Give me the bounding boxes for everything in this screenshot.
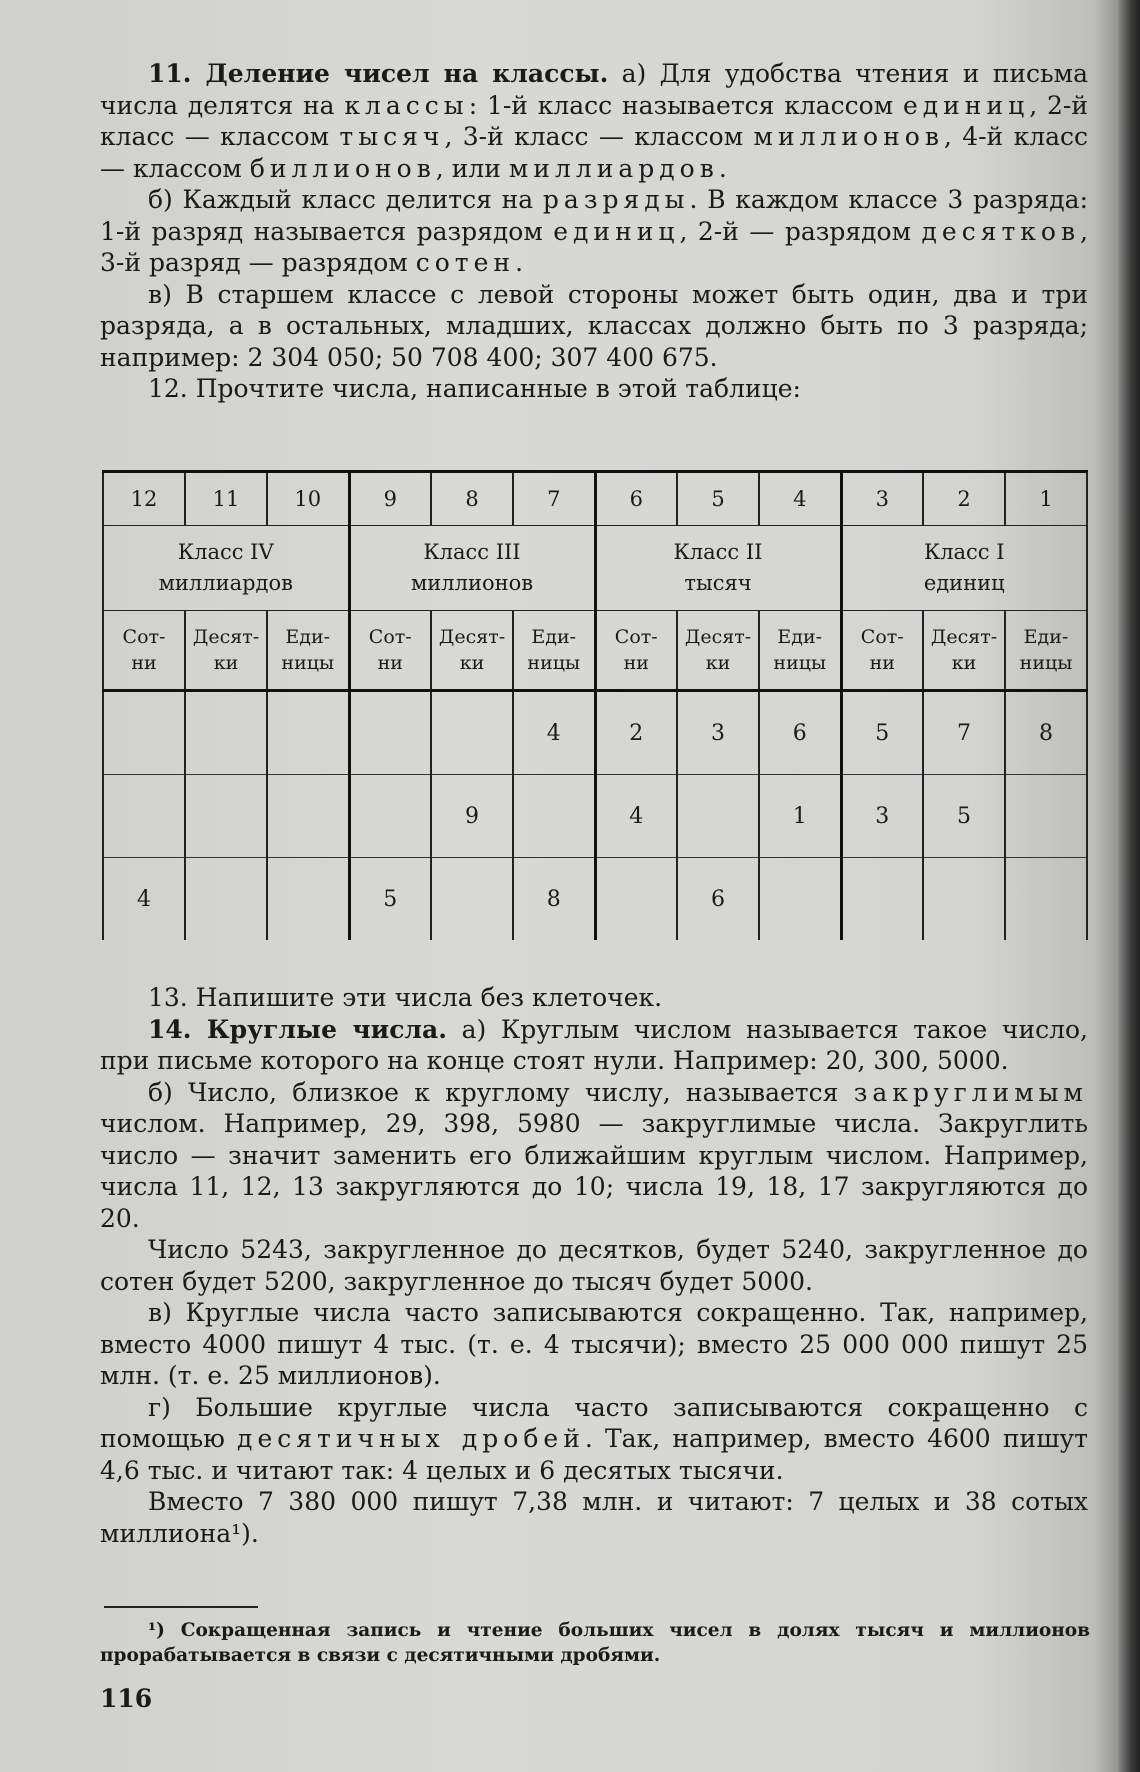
- digit-cell: 3: [841, 775, 923, 858]
- digit-cell: [103, 691, 185, 775]
- digit-cell: [267, 858, 349, 941]
- position-cell: 6: [595, 472, 677, 526]
- digit-cell: [595, 858, 677, 941]
- term-digits: разряды: [542, 185, 690, 214]
- position-row: [103, 472, 1087, 526]
- digit-cell: 4: [513, 691, 595, 775]
- digit-cell: [759, 858, 841, 941]
- section-14-g2: Вместо 7 380 000 пишут 7,38 млн. и читают: 7 целых и 38 сотых миллиона¹).: [100, 1487, 1088, 1548]
- term-millions: миллионов: [753, 122, 944, 151]
- section-14-g: г) Большие круглые числа часто записываются сокращенно с помощью десятичных дробей. Так, например, вместо 4600 пишут 4,6 тыс. и читают так: 4 целых и 6 десятых тысячи.: [100, 1392, 1089, 1485]
- category-hundreds: Сот- ни: [841, 611, 923, 691]
- category-units: Еди- ницы: [759, 611, 841, 691]
- section-11: [100, 58, 1088, 405]
- digit-cell: [923, 858, 1005, 941]
- position-cell: 10: [267, 472, 349, 526]
- category-tens: Десят- ки: [431, 611, 513, 691]
- section-14-b: б) Число, близкое к круглому числу, называется закруглимым числом. Например, 29, 398, 5980 — закруглимые числа. Закруглить число — значит заменить его ближайшим круглым числом. Например, числа 11, 12, 13 закругляются до 10; числа 19, 18, 17 закругляются до 20.: [100, 1077, 1088, 1233]
- digit-cell: [841, 858, 923, 941]
- digit-cell: 5: [841, 691, 923, 775]
- class-row: [103, 526, 1087, 611]
- digit-cell: 3: [677, 691, 759, 775]
- page-number: 116: [100, 1684, 153, 1713]
- digit-cell: [267, 691, 349, 775]
- position-cell: 1: [1005, 472, 1087, 526]
- footnote: ¹) Сокращенная запись и чтение больших чисел в долях тысяч и миллионов прорабатывается в связи с десятичными дробями.: [100, 1620, 1090, 1666]
- digit-cell: 8: [513, 858, 595, 941]
- term-classes: классы: [344, 90, 469, 120]
- term-tens: десятков: [921, 216, 1081, 246]
- digit-cell: [677, 775, 759, 858]
- digit-cell: 4: [595, 775, 677, 858]
- position-cell: 12: [103, 472, 185, 526]
- position-cell: 3: [841, 472, 923, 526]
- category-tens: Десят- ки: [185, 611, 267, 691]
- digit-cell: [185, 775, 267, 858]
- digit-cell: [103, 775, 185, 858]
- section-13: 13. Напишите эти числа без клеточек.: [148, 983, 663, 1012]
- section-14-v: в) Круглые числа часто записываются сокращенно. Так, например, вместо 4000 пишут 4 тыс. (т. е. 4 тысячи); вместо 25 000 000 пишут 25 млн. (т. е. 25 миллионов).: [100, 1298, 1088, 1390]
- position-cell: 9: [349, 472, 431, 526]
- digit-cell: 2: [595, 691, 677, 775]
- digit-cell: 6: [759, 691, 841, 775]
- class-cell-4: Класс IV миллиардов: [103, 526, 349, 611]
- book-spine-shadow: [1118, 0, 1140, 1772]
- term-milliards: миллиардов: [508, 153, 719, 183]
- digit-cell: 6: [677, 858, 759, 941]
- category-units: Еди- ницы: [1005, 611, 1087, 691]
- term-units-place: единиц: [553, 216, 680, 246]
- category-row: [103, 611, 1087, 691]
- section-12: 12. Прочтите числа, написанные в этой таблице:: [148, 374, 801, 403]
- sections-13-14: [100, 982, 1088, 1549]
- section-11-v: в) В старшем классе с левой стороны может быть один, два и три разряда, а в остальных, младших, классах должно быть по 3 разряда; например: 2 304 050; 50 708 400; 307 400 675.: [100, 279, 1088, 372]
- position-cell: 5: [677, 472, 759, 526]
- digit-cell: 9: [431, 775, 513, 858]
- category-tens: Десят- ки: [923, 611, 1005, 691]
- section-11-title: 11. Деление чисел на классы.: [148, 59, 609, 88]
- term-billions: биллионов: [249, 153, 436, 183]
- section-14-a: 14. Круглые числа. а) Круглым числом называется такое число, при письме которого на конце стоят нули. Например: 20, 300, 5000.: [100, 1014, 1088, 1075]
- section-11-b: б) Каждый класс делится на разряды. В каждом классе 3 разряда: 1-й разряд называется разрядом единиц, 2-й — разрядом десятков, 3-й разряд — разрядом сотен.: [100, 185, 1089, 277]
- category-hundreds: Сот- ни: [103, 611, 185, 691]
- digit-cell: [1005, 775, 1087, 858]
- digit-cell: [185, 858, 267, 941]
- digit-cell: [1005, 858, 1087, 941]
- class-cell-3: Класс III миллионов: [349, 526, 595, 611]
- category-hundreds: Сот- ни: [595, 611, 677, 691]
- digit-cell: [267, 775, 349, 858]
- class-cell-2: Класс II тысяч: [595, 526, 841, 611]
- class-cell-1: Класс I единиц: [841, 526, 1087, 611]
- footnote-divider: [104, 1606, 258, 1608]
- position-cell: 4: [759, 472, 841, 526]
- place-value-table: [102, 470, 1088, 940]
- section-14-b2: Число 5243, закругленное до десятков, будет 5240, закругленное до сотен будет 5200, закругленное до тысяч будет 5000.: [100, 1235, 1088, 1296]
- data-row-2: [103, 775, 1087, 858]
- term-thousands: тысяч: [339, 122, 445, 151]
- data-row-3: [103, 858, 1087, 941]
- digit-cell: [349, 691, 431, 775]
- position-cell: 2: [923, 472, 1005, 526]
- term-units: единиц: [902, 90, 1030, 120]
- digit-cell: 5: [349, 858, 431, 941]
- category-units: Еди- ницы: [267, 611, 349, 691]
- term-roundable: закруглимым: [853, 1077, 1088, 1107]
- digit-cell: [431, 858, 513, 941]
- digit-cell: 5: [923, 775, 1005, 858]
- position-cell: 8: [431, 472, 513, 526]
- category-tens: Десят- ки: [677, 611, 759, 691]
- digit-cell: [185, 691, 267, 775]
- section-14-title: 14. Круглые числа.: [148, 1014, 447, 1044]
- category-hundreds: Сот- ни: [349, 611, 431, 691]
- section-11-a: 11. Деление чисел на классы. а) Для удобства чтения и письма числа делятся на классы: 1-й класс называется классом единиц, 2-й класс — классом тысяч, 3-й класс — классом миллионов, 4-й класс — классом биллионов, или миллиардов.: [100, 59, 1088, 183]
- digit-cell: 4: [103, 858, 185, 941]
- digit-cell: 8: [1005, 691, 1087, 775]
- digit-cell: 1: [759, 775, 841, 858]
- position-cell: 7: [513, 472, 595, 526]
- term-decimal-fractions: десятичных дробей: [237, 1424, 585, 1453]
- category-units: Еди- ницы: [513, 611, 595, 691]
- digit-cell: [513, 775, 595, 858]
- data-row-1: [103, 691, 1087, 775]
- term-hundreds: сотен: [415, 248, 516, 277]
- digit-cell: [431, 691, 513, 775]
- digit-cell: 7: [923, 691, 1005, 775]
- position-cell: 11: [185, 472, 267, 526]
- digit-cell: [349, 775, 431, 858]
